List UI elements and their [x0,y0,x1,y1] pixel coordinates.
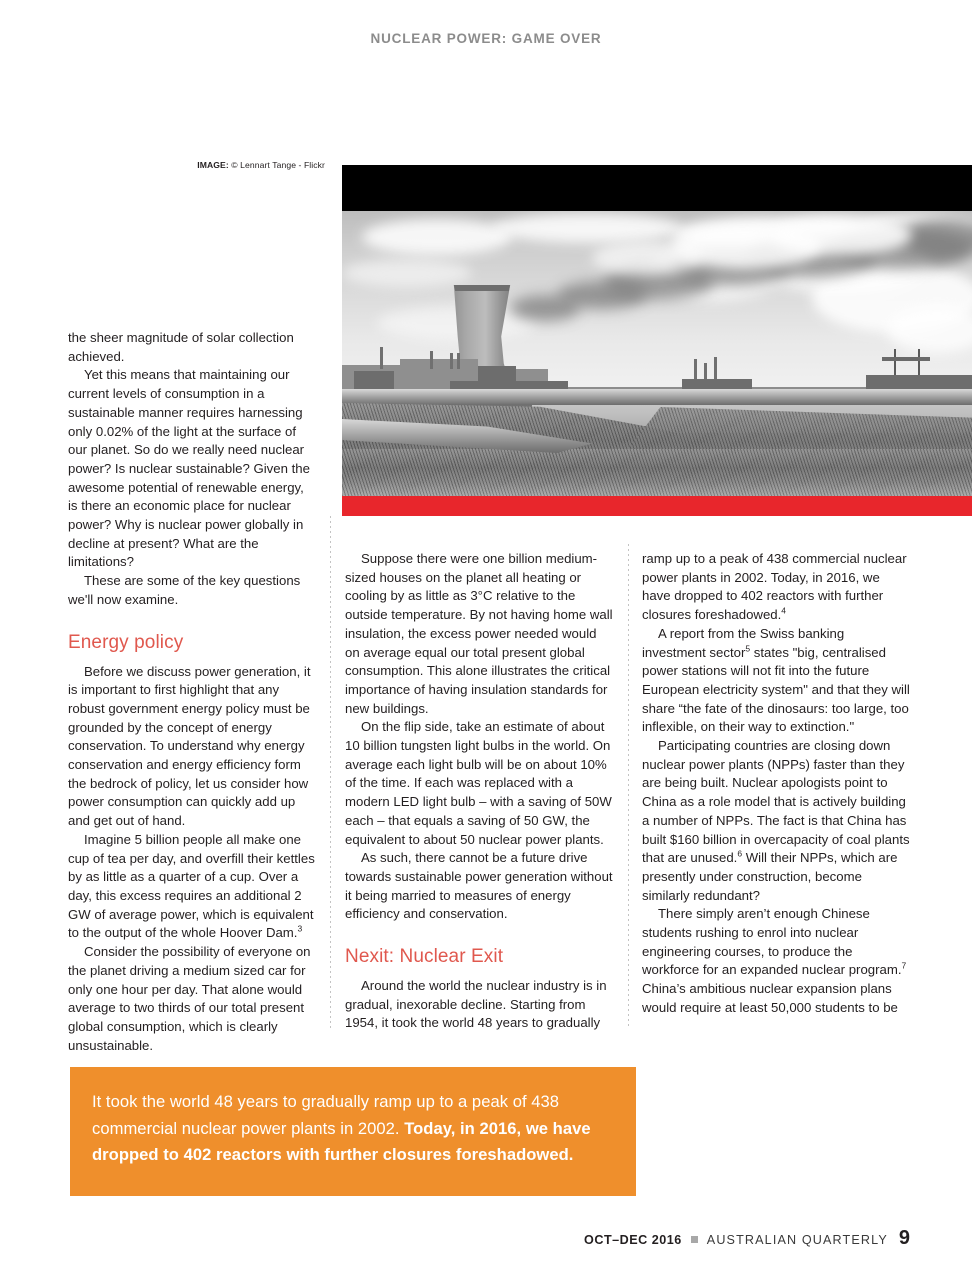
smokestack [457,353,460,369]
pull-quote-text [92,1089,606,1169]
paragraph: As such, there cannot be a future drive towards sustainable power generation without it being married to measures of energy efficiency and conservation. [345,850,613,922]
paragraph [642,625,910,737]
industrial-building [354,371,394,389]
cloud-shape [342,259,472,287]
paragraph [68,831,316,943]
article-photo [342,165,972,516]
cooling-tower-rim [450,285,514,291]
smokestack [450,353,453,369]
cloud-shape [362,219,512,255]
footnote-marker: 3 [297,924,303,934]
column-divider [628,544,629,1028]
page-footer [584,1227,910,1250]
smokestack [430,351,433,369]
pull-quote-regular: It took the world 48 years to gradually ramp up to a peak of 438 commercial nuclear power plants in 2002. [92,1092,560,1138]
footnote-marker: 5 [745,643,751,654]
pull-quote-bold: Today, in 2016, we have dropped to 402 reactors with further closures foreshadowed. [92,1118,591,1164]
image-credit-label: IMAGE: [197,160,229,170]
grass-foreground [342,449,972,496]
paragraph: the sheer magnitude of solar collection achieved. [68,330,294,364]
paragraph: Yet this means that maintaining our current levels of consumption in a sustainable manner requires harnessing only 0.02% of the light at the surface of our planet. So do we really need nuclear power? Is nuclear sustainable? Given the awesome potential of renewable energy, is there an economic place for nuclear power? Why is nuclear power globally in decline at present? What are the limitations? [68,367,310,570]
section-heading-nexit-nuclear-exit: Nexit: Nuclear Exit [345,946,504,968]
paragraph-text: A report from the Swiss banking investment sector [642,625,845,660]
footnote-marker: 6 [737,848,743,859]
paragraph [642,905,910,1017]
paragraph-text: ramp up to a peak of 438 commercial nuclear power plants in 2002. Today, in 2016, we have dropped to 402 reactors with further closures foreshadowed. [642,551,907,623]
industrial-building [866,375,972,389]
footer-publication-name: AUSTRALIAN QUARTERLY [706,1233,888,1247]
photo-top-black-band [342,165,972,211]
pull-quote [70,1067,636,1196]
footnote-marker: 7 [901,961,907,972]
riverbank [342,389,972,405]
pylon-crossarm [882,357,930,361]
column-left [68,329,316,1055]
paragraph: On the flip side, take an estimate of about 10 billion tungsten light bulbs in the world. On average each light bulb will be on about 10% of the time. If each was replaced with a modern LED light bulb – with a saving of 50W each – that equals a saving of 50 GW, the equivalent to about 50 nuclear power plants. [345,719,612,847]
page-number: 9 [898,1227,910,1249]
steam-plume-highlight [592,241,702,275]
cloud-shape [492,213,682,243]
paragraph-text: There simply aren’t enough Chinese students rushing to enrol into nuclear engineering courses, to produce the workforce for an expanded nuclear program. [642,906,902,978]
paragraph [642,550,910,625]
image-credit [80,160,325,170]
paragraph: These are some of the key questions we'll now examine. [68,573,301,607]
paragraph-text-cont: states "big, centralised power stations will not fit into the future European electricity system" and that they will share “the fate of the dinosaurs: too large, too inflexible, on their way to extinction." [642,644,910,735]
paragraph: Consider the possibility of everyone on the planet driving a medium sized car for only one hour per day. That alone would average to two thirds of our total present global consumption, which is clearly unsustainable. [68,944,311,1053]
footer-issue-date: OCT–DEC 2016 [584,1233,682,1247]
paragraph: Before we discuss power generation, it is important to first highlight that any robust government energy policy must be grounded by the concept of energy conservation. To understand why energy conservation and energy efficiency form the bedrock of policy, let us consider how power consumption can quickly add up and get out of hand. [68,663,311,829]
steam-plume-highlight [772,215,912,255]
paragraph: Around the world the nuclear industry is in gradual, inexorable decline. Starting from 1954, it took the world 48 years to gradually [345,978,607,1031]
photo-red-bar [342,496,972,516]
paragraph-text: Participating countries are closing down nuclear power plants (NPPs) faster than they are being built. Nuclear apologists point to China as a role model that is actively building a number of NPPs. The fact is that China has built $160 billion in overcapacity of coal plants that are unused. [642,738,910,866]
paragraph: Suppose there were one billion medium-sized houses on the planet all heating or cooling by as little as 3°C relative to the outside temperature. By not having home wall insulation, the excess power needed would on average equal our total present global consumption. This alone illustrates the critical importance of having insulation standards for new buildings. [345,551,613,716]
square-bullet-icon [691,1236,698,1243]
photo-nuclear-cooling-tower [342,211,972,496]
running-head: NUCLEAR POWER: GAME OVER [370,31,602,46]
paragraph-text: Imagine 5 billion people all make one cup of tea per day, and overfill their kettles by as little as a quarter of a cup. Over a day, this excess requires an additional 2 GW of average power, which is equivalent to the output of the whole Hoover Dam. [68,831,315,941]
paragraph-text-cont: China’s ambitious nuclear expansion plans would require at least 50,000 students to be [642,981,898,1015]
footnote-marker: 4 [781,605,787,616]
image-credit-text: © Lennart Tange - Flickr [228,160,325,170]
column-middle [345,550,613,1033]
smokestack [380,347,383,369]
industrial-building [682,379,752,389]
column-right [642,550,910,1018]
section-heading-energy-policy: Energy policy [68,631,184,653]
column-divider [330,516,331,1028]
paragraph [642,737,910,905]
paragraph-text-cont: Will their NPPs, which are presently under construction, become similarly redundant? [642,850,898,903]
